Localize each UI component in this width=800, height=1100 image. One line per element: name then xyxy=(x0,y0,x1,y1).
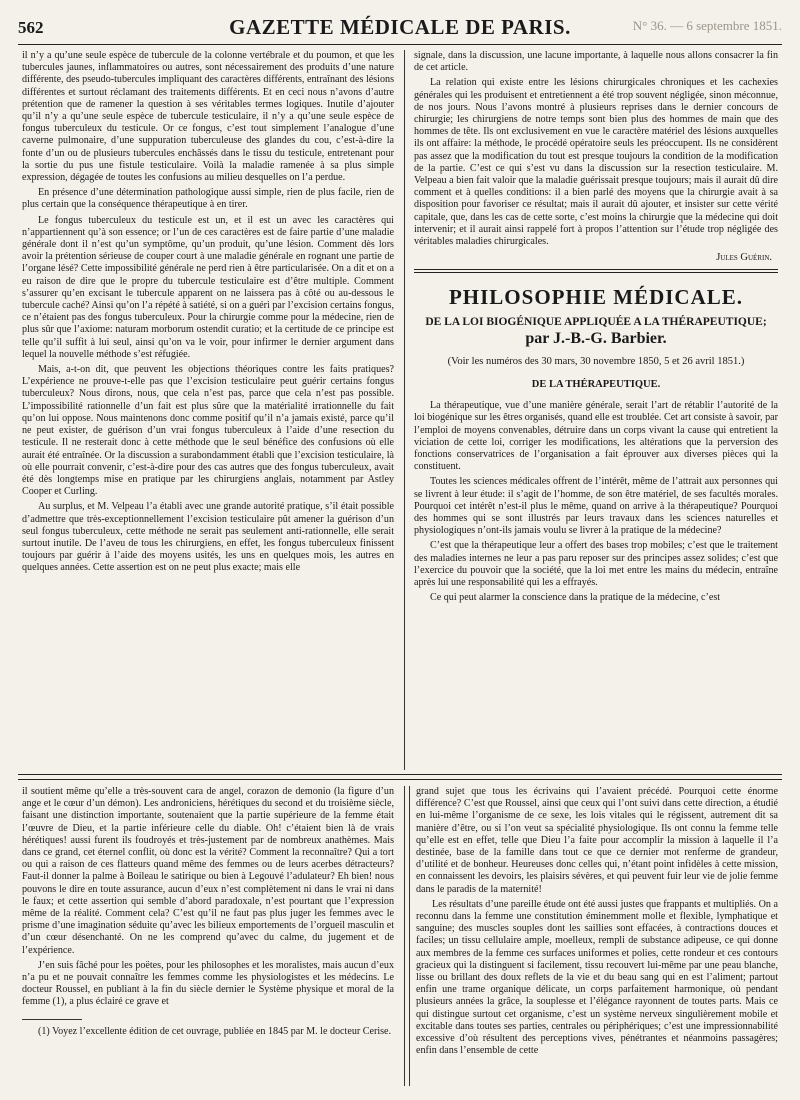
paragraph: La thérapeutique, vue d’une manière générale, serait l’art de rétablir l’autorité de la loi biogénique sur les êtres organisés, quand elle est troublée. Cet art consiste à savoir, par l’emploi de moyens convenables, détruire dans un corps vivant la cause qui entretient la viciation de cette loi, corriger les modifications, les altérations que la perversion des fonctions conservatrices de l’organisation a fait éprouver aux diverses pièces qui la constituent. xyxy=(414,400,778,473)
feuilleton-right-column xyxy=(416,786,778,1060)
reference-note: (Voir les numéros des 30 mars, 30 novembre 1850, 5 et 26 avril 1851.) xyxy=(447,356,745,368)
page-header xyxy=(18,10,782,45)
feuilleton-column-divider xyxy=(404,786,410,1086)
paragraph: grand sujet que tous les écrivains qui l’avaient précédé. Pourquoi cette énorme différence? C’est que Roussel, ainsi que ceux qui l’ont suivi dans cette direction, a étudié en lui-même l’organisme de ce sexe, les lois vitales qui le régissent, autrement dit sa manière d’être, ou si l’on veut sa spécialité physiologique. Ils ont connu la femme telle qu’elle est en effet, telle que Dieu l’a faite pour accomplir la mission à laquelle il l’a destinée, base de la famille dans tout ce que ce dernier mot renferme de grandeur, d’utilité et de bonheur. Heureuses donc celles qui, n’étant point infidèles à cette mission, en connaissent les devoirs, les plaisirs sévères, et qui peuvent fuir leur vie de jolie femme dans le paradis de la maternité! xyxy=(416,786,778,895)
column-divider xyxy=(404,50,405,770)
right-column xyxy=(414,50,778,608)
section-title: PHILOSOPHIE MÉDICALE. xyxy=(448,285,744,310)
paragraph: La relation qui existe entre les lésions chirurgicales chroniques et les cachexies générales qui les produisent et entretiennent a été trop souvent négligée, sinon méconnue, de nos jours. Nous l’avons montré à plusieurs reprises dans le dernier concours de chirurgie; les chirurgiens de notre temps sont bien plus des hommes de main que des hommes de tête. Ils ont exclusivement en vue le caractère matériel des lésions auxquelles ils ont affaire: la méthode, le procédé opératoire seuls les préoccupent. Ils ne considèrent pas assez que la modification du tout est presque toujours la condition de la modification de la partie. C’est ce qui s’est vu dans la discussion sur la resection testiculaire. M. Velpeau a bien fait valoir que la maladie guérissait presque toujours; mais il aurait dû dire comment et à quelles conditions: il a bien parlé des moyens que la chirurgie avait à sa disposition pour favoriser ce résultat; mais il aurait dû ajouter, et insister sur cette vérité capitale, que, dans les cas de cette sorte, c’est moins la chirurgie que la médecine qui doit intervenir; et il aurait ainsi rappelé fort à propos l’attention sur l’étude trop négligée des véritables maladies chirurgicales. xyxy=(414,77,778,248)
footnote-rule xyxy=(22,1019,82,1020)
paragraph: Toutes les sciences médicales offrent de l’intérêt, même de l’attrait aux personnes qui se livrent à leur étude: il s’agit de l’homme, de son être matériel, de ses facultés morales. Pourquoi cet intérêt n’est-il plus le même, quand on arrive à la thérapeutique? Pourquoi des hommes qui se sont illustrés par leurs travaux dans les sciences naturelles et physiologiques n’ont-ils jamais voulu se livrer à la pratique de la médecine? xyxy=(414,476,778,537)
signature: Jules Guérin. xyxy=(716,252,772,264)
subsection-heading: DE LA THÉRAPEUTIQUE. xyxy=(531,379,661,391)
paragraph: Les résultats d’une pareille étude ont été aussi justes que frappants et multipliés. On a reconnu dans la femme une constitution éminemment molle et flexible, lymphatique et sanguine; des muscles souples dont les saillies sont effacées, à contractions douces et faciles; un tissu cellulaire ample, moelleux, rempli de substance adipeuse, ce qui donne aux membres de la femme ces surfaces uniformes et polies, cette rondeur et ces contours gracieux qui la distinguent si facilement, tissu recouvert lui-même par une peau blanche, lisse ou brillant des doux reflets de la vie et du beau sang qui en est l’aliment; partout enfin une trame organique délicate, un corps parfaitement harmonique, où pendant plusieurs années la grâce, la souplesse et l’élégance rayonnent de toutes parts. Mais ce qui distingue surtout cet organisme, c’est un système nerveux singulièrement mobile et excitable dans toutes ses parties, centrales ou périphériques; c’est une impressionnabilité excessive d’où résultent des perceptions vives, pénétrantes et néanmoins passagères; enfin dans l’ensemble de cette xyxy=(416,898,778,1057)
section-divider xyxy=(414,269,778,273)
paragraph: Mais, a-t-on dit, que peuvent les objections théoriques contre les faits pratiques? L’expérience ne prouve-t-elle pas que l’excision testiculaire peut guérir certains fongus tuberculeux? Nous dirons, nous, que cela n’est pas, parce que cela n’est pas possible. L’impossibilité rationnelle d’un fait est plus sûre que la matérialité irrationnelle du fait qu’on lui oppose. Nous maintenons donc comme positif qu’il n’a jamais existé, parce qu’il ne peut exister, de guérison d’un vrai fongus tuberculeux à l’aide d’une resection du testicule. Il ne resterait donc à cette méthode que le seul bénéfice des confusions où elle aurait été entraînée. Or la discussion a surabondamment établi que l’excision testiculaire, là où elle pourrait convenir, c’est-à-dire pour des cas autres que des fongus tuberculeux, avait été dès longtemps mise en pratique par les chirurgiens anglais, notamment par Astley Cooper et Curling. xyxy=(22,364,394,498)
paragraph: Au surplus, et M. Velpeau l’a établi avec une grande autorité pratique, s’il était possible d’admettre que très-exceptionnellement l’excision testiculaire pût amener la guérison d’un seul fongus tuberculeux, cette méthode ne serait pas seulement anti-rationnelle, elle serait surtout inutile. De l’aveu de tous les chirurgiens, en effet, les fongus tuberculeux finissent toujours par guérir à l’aide des moyens usités, les uns en quelques mois, les autres en quelques années. Cette assertion est on ne peut plus exacte; mais elle xyxy=(22,501,394,574)
newspaper-title: GAZETTE MÉDICALE DE PARIS. xyxy=(229,15,571,39)
paragraph: En présence d’une détermination pathologique aussi simple, rien de plus facile, rien de plus certain que la conséquence thérapeutique à en tirer. xyxy=(22,187,394,211)
paragraph: Le fongus tuberculeux du testicule est un, et il est un avec les caractères qui n’appartiennent qu’à son essence; or l’un de ces caractères est de faire partie d’une maladie générale dont il n’est qu’un symptôme, qu’un produit, qu’une lésion. Comment dès lors avoir la prétention sérieuse de couper court à une maladie générale en rognant une partie de l’organe lésé? Cette impossibilité générale ne perd rien à être particularisée. On a dit et on a eu raison de dire que le propre du tubercule testiculaire est d’être multiple. Comment s’assurer qu’en excisant le tubercule apparent on ne laissera pas à côté ou au-dessous le tubercule caché? Ainsi qu’on l’a répété à satiété, si on a guéri par l’excision certains fongus, ce n’étaient pas des fongus tuberculeux. Pour la chirurgie comme pour la médecine, rien de plus sûr que l’axiome: naturam morborum ostendit curatio; et la certitude de ce principe est telle qu’il suffit à lui seul, ainsi qu’on va le voir, pour infirmer le dernier argument dans lequel la nouvelle méthode s’est réfugiée. xyxy=(22,214,394,360)
feuilleton-divider xyxy=(18,774,782,780)
paragraph: Ce qui peut alarmer la conscience dans la pratique de la médecine, c’est xyxy=(430,592,721,604)
article-author: par J.-B.-G. Barbier. xyxy=(525,330,667,348)
feuilleton-left-column xyxy=(22,786,394,1041)
article-title: DE LA LOI BIOGÉNIQUE APPLIQUÉE A LA THÉRAPEUTIQUE; xyxy=(425,316,767,329)
paragraph: il n’y a qu’une seule espèce de tubercule de la colonne vertébrale et du poumon, et que les tubercules jaunes, inflammatoires ou autres, sont nécessairement des produits d’une nature différente, des pseudo-tubercules impliquant des caractères différents, entraînant des lésions différentes et surtout réclamant des traitements différents. Et en ceci nous n’avons d’autre prétention que de ramener la question à ses véritables termes logiques. Inutile d’ajouter qu’il n’y a qu’une seule espèce de tubercule testiculaire, il n’y a qu’une seule espèce de fongus tuberculeux du testicule. Or ce fongus, c’est tout simplement l’analogue d’une caverne pulmonaire, d’une suppuration tuberculeuse des glandes du cou, c’est-à-dire la fonte d’un ou de plusieurs tubercules enchâssés dans le tissu du testicule, entretenant pour la sortie du pus une fistule testiculaire. Voilà la maladie ramenée à sa plus simple expression, dégagée de toutes les confusions au milieu desquelles on l’a perdue. xyxy=(22,50,394,184)
footnote: (1) Voyez l’excellente édition de cet ouvrage, publiée en 1845 par M. le docteur Cerise. xyxy=(38,1025,392,1037)
paragraph: il soutient même qu’elle a très-souvent cara de angel, corazon de demonio (la figure d’un ange et le cœur d’un démon). Les androniciens, hérétiques du second et du troisième siècle, faisant une distinction importante, soutenaient que la partie supérieure de la femme était l’œuvre de Dieu, et la partie inférieure celle du diable. Oh! c’étaient bien là de vrais hérétiques! aussi furent ils foudroyés et très-justement par de nombreux anathèmes. Mais dans ce grand, cet éternel conflit, où donc est la vérité? Comment la reconnaître? Qui a tort ou qui a raison de ces flatteurs quand même des femmes ou de leurs acerbes détracteurs? Faut-il donner la palme à Boileau le satirique ou bien à Legouvé l’adulateur? Eh bien! nous pouvons le dire en toute assurance, aucun d’eux n’est complètement ni dans le vrai ni dans le faux; et cette assertion qui semble d’abord paradoxale, n’est pourtant que l’expression même de la réalité. Comment cela? C’est qu’il ne faut pas plus juger les femmes avec le prisme d’une imagination séduite qu’avec les bilieux emportements de l’orgueil masculin et d’un cœur désenchanté. On ne les comprend qu’avec du calme, du jugement et de l’expérience. xyxy=(22,786,394,956)
paragraph: C’est que la thérapeutique leur a offert des bases trop mobiles; c’est que le traitement des maladies internes ne leur a pas paru reposer sur des principes assez solides; c’est que l’exercice du pouvoir que la société, que la loi met entre les mains du médecin, entraîne après lui une responsabilité qui les a effrayés. xyxy=(414,540,778,589)
bleed-through-date: N° 36. — 6 septembre 1851. xyxy=(632,18,782,33)
left-column xyxy=(22,50,394,578)
paragraph: signale, dans la discussion, une lacune importante, à laquelle nous allons consacrer la fin de cet article. xyxy=(414,50,778,74)
page-number: 562 xyxy=(18,18,44,37)
paragraph: J’en suis fâché pour les poëtes, pour les philosophes et les moralistes, mais aucun d’eux n’a pu et ne pouvait connaître les femmes comme les physiologistes et les médecins. Le docteur Roussel, en publiant à la fin du siècle dernier le Système physique et moral de la femme (1), a plus éclairé ce grave et xyxy=(22,959,394,1008)
